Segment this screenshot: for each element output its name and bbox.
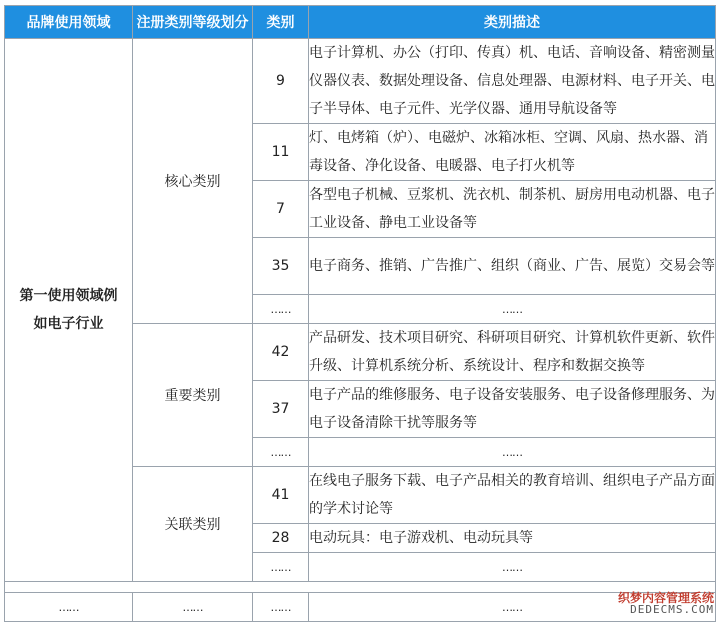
category-desc: 在线电子服务下载、电子产品相关的教育培训、组织电子产品方面的学术讨论等: [309, 467, 716, 524]
category-desc: 各型电子机械、豆浆机、洗衣机、制茶机、厨房用电动机器、电子工业设备、静电工业设备等: [309, 181, 716, 238]
footer-cell: ……: [133, 593, 253, 622]
category-code: ……: [253, 295, 309, 324]
level-related: 关联类别: [133, 467, 253, 582]
footer-cell: ……: [309, 593, 716, 622]
category-desc: 灯、电烤箱（炉）、电磁炉、冰箱冰柜、空调、风扇、热水器、消毒设备、净化设备、电暖器、电子打火机等: [309, 124, 716, 181]
level-core: 核心类别: [133, 39, 253, 324]
category-desc: ……: [309, 553, 716, 582]
category-code: ……: [253, 553, 309, 582]
table-header-row: [5, 6, 716, 39]
category-desc: 电子商务、推销、广告推广、组织（商业、广告、展览）交易会等: [309, 238, 716, 295]
category-code: 37: [253, 381, 309, 438]
footer-cell: ……: [5, 593, 133, 622]
category-desc: 产品研发、技术项目研究、科研项目研究、计算机软件更新、软件升级、计算机系统分析、系统设计、程序和数据交换等: [309, 324, 716, 381]
spacer-row: [5, 582, 716, 593]
category-code: 7: [253, 181, 309, 238]
category-code: 9: [253, 39, 309, 124]
category-desc: 电子产品的维修服务、电子设备安装服务、电子设备修理服务、为电子设备清除干扰等服务等: [309, 381, 716, 438]
category-code: 11: [253, 124, 309, 181]
footer-cell: ……: [253, 593, 309, 622]
category-table: [4, 5, 716, 622]
category-desc: ……: [309, 295, 716, 324]
category-desc: ……: [309, 438, 716, 467]
footer-row: [5, 593, 716, 622]
category-code: 28: [253, 524, 309, 553]
table-row: [5, 39, 716, 124]
spacer-cell: [5, 582, 716, 593]
watermark: [618, 592, 714, 615]
category-code: 35: [253, 238, 309, 295]
domain-cell: [5, 39, 133, 582]
domain-label: 第一使用领域例如电子行业: [19, 288, 118, 332]
category-code: 42: [253, 324, 309, 381]
header-code: 类别: [253, 6, 309, 39]
level-important: 重要类别: [133, 324, 253, 467]
category-desc: 电动玩具：电子游戏机、电动玩具等: [309, 524, 716, 553]
category-desc: 电子计算机、办公（打印、传真）机、电话、音响设备、精密测量仪器仪表、数据处理设备、信息处理器、电源材料、电子开关、电子半导体、电子元件、光学仪器、通用导航设备等: [309, 39, 716, 124]
category-code: 41: [253, 467, 309, 524]
header-domain: 品牌使用领域: [5, 6, 133, 39]
category-code: ……: [253, 438, 309, 467]
watermark-line1: 织梦内容管理系统: [617, 591, 714, 605]
header-desc: 类别描述: [309, 6, 716, 39]
header-level: 注册类别等级划分: [133, 6, 253, 39]
watermark-line2: DEDECMS.COM: [630, 603, 714, 616]
